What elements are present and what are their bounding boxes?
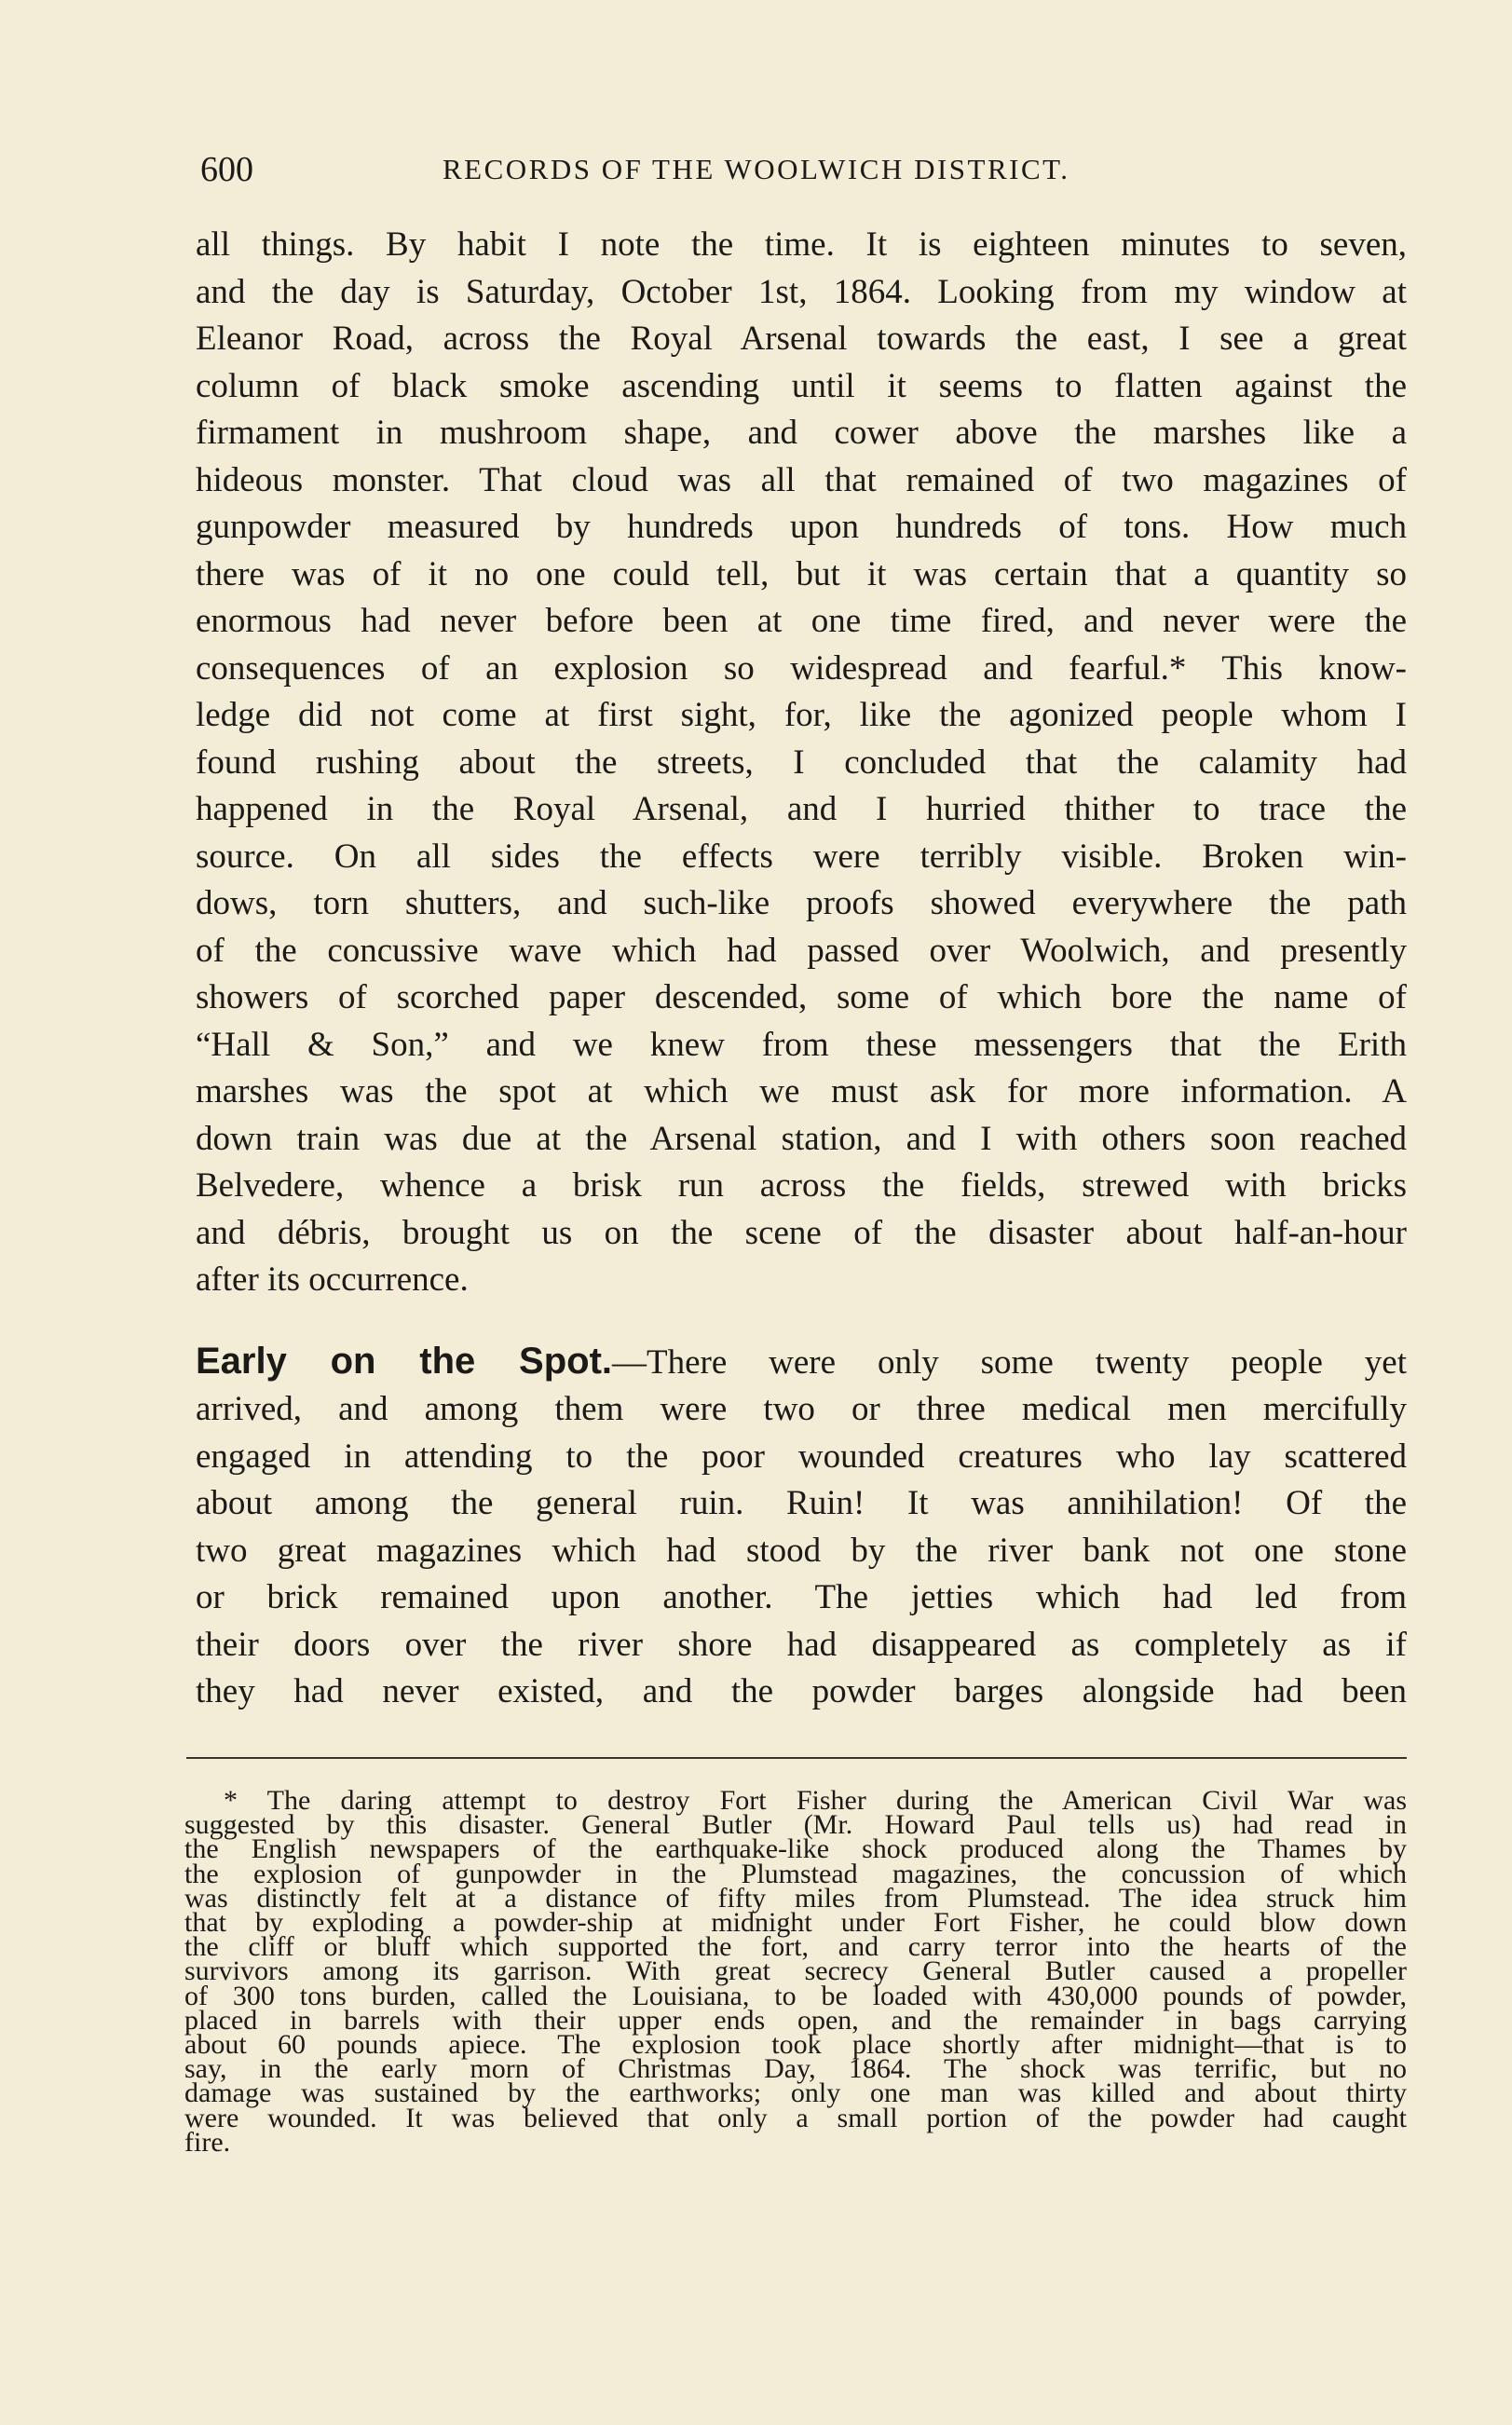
footnote-line: suggested by this disaster. General Butler (Mr. Howard Paul tells us) had read in (184, 1809, 1407, 1841)
text-line: happened in the Royal Arsenal, and I hurried thither to trace the (196, 790, 1407, 828)
footnote-line: placed in barrels with their upper ends open, and the remainder in bags carrying (184, 2004, 1407, 2036)
text-line: or brick remained upon another. The jetties which had led from (196, 1578, 1407, 1616)
footnote-line: were wounded. It was believed that only a small portion of the powder had caught (184, 2102, 1407, 2133)
page-number: 600 (200, 150, 253, 189)
footnote-line: the English newspapers of the earthquake-like shock produced along the Thames by (184, 1833, 1407, 1865)
running-head (200, 149, 1411, 198)
text-line: arrived, and among them were two or three medical men mercifully (196, 1390, 1407, 1428)
text-line: of the concussive wave which had passed over Woolwich, and presently (196, 931, 1407, 970)
footnote-line: survivors among its garrison. With great secrecy General Butler caused a propeller (184, 1955, 1407, 1987)
section-heading: Early on the Spot. (196, 1340, 612, 1382)
text-line: their doors over the river shore had disappeared as completely as if (196, 1625, 1407, 1664)
text-line: found rushing about the streets, I concluded that the calamity had (196, 742, 1407, 782)
footnote-line: about 60 pounds apiece. The explosion took place shortly after midnight—that is to (184, 2029, 1407, 2061)
paragraph-explosion (196, 222, 1407, 1304)
text-line: there was of it no one could tell, but it was certain that a quantity so (196, 554, 1407, 593)
body-text (196, 222, 1407, 1716)
footnote-rule (186, 1757, 1407, 1759)
footnote-line: say, in the early morn of Christmas Day, 1864. The shock was terrific, but no (184, 2053, 1407, 2085)
text-line: Eleanor Road, across the Royal Arsenal towards the east, I see a great (196, 320, 1407, 358)
footnote-line: of 300 tons burden, called the Louisiana, to be loaded with 430,000 pounds of powder, (184, 1980, 1407, 2011)
text-line: “Hall & Son,” and we knew from these messengers that the Erith (196, 1025, 1407, 1064)
text-line: all things. By habit I note the time. It is eighteen minutes to seven, (196, 225, 1407, 264)
text-line: after its occurrence. (196, 1260, 469, 1299)
footnote (184, 1785, 1407, 2158)
text-line: marshes was the spot at which we must ask for more information. A (196, 1072, 1407, 1110)
text-line: source. On all sides the effects were terribly visible. Broken win- (196, 837, 1407, 876)
text-line: about among the general ruin. Ruin! It was annihilation! Of the (196, 1484, 1407, 1522)
text-line: gunpowder measured by hundreds upon hundreds of tons. How much (196, 508, 1407, 546)
text-line (196, 1338, 1407, 1387)
text-line: they had never existed, and the powder barges alongside had been (196, 1672, 1407, 1710)
paragraph-early-on-the-spot (196, 1338, 1407, 1716)
text-line: and the day is Saturday, October 1st, 1864. Looking from my window at (196, 272, 1407, 311)
text-line: and débris, brought us on the scene of the disaster about half-an-hour (196, 1213, 1407, 1252)
text-line: engaged in attending to the poor wounded creatures who lay scattered (196, 1437, 1407, 1476)
running-title: RECORDS OF THE WOOLWICH DISTRICT. (443, 153, 1070, 185)
footnote-line: damage was sustained by the earthworks; only one man was killed and about thirty (184, 2078, 1407, 2109)
text-line: enormous had never before been at one time fired, and never were the (196, 602, 1407, 640)
footnote-line: * The daring attempt to destroy Fort Fisher during the American Civil War was (224, 1785, 1407, 1816)
footnote-line: fire. (184, 2126, 231, 2158)
footnote-line: was distinctly felt at a distance of fifty miles from Plumstead. The idea struck him (184, 1882, 1407, 1914)
footnote-line: the cliff or bluff which supported the fort, and carry terror into the hearts of the (184, 1931, 1407, 1963)
text-line: two great magazines which had stood by the river bank not one stone (196, 1531, 1407, 1570)
footnote-line: that by exploding a powder-ship at midnight under Fort Fisher, he could blow down (184, 1907, 1407, 1939)
text-line: down train was due at the Arsenal station, and I with others soon reached (196, 1119, 1407, 1158)
text-line: consequences of an explosion so widespread and fearful.* This know- (196, 648, 1407, 688)
text-line: Belvedere, whence a brisk run across the fields, strewed with bricks (196, 1166, 1407, 1205)
paragraph-spacer (196, 1304, 1407, 1338)
text-run: —There were only some twenty people yet (612, 1342, 1407, 1382)
text-line: firmament in mushroom shape, and cower above the marshes like a (196, 414, 1407, 452)
text-line: showers of scorched paper descended, some of which bore the name of (196, 978, 1407, 1016)
footnote-line: the explosion of gunpowder in the Plumstead magazines, the concussion of which (184, 1858, 1407, 1889)
text-line: ledge did not come at first sight, for, like the agonized people whom I (196, 696, 1407, 734)
text-line: column of black smoke ascending until it seems to flatten against the (196, 366, 1407, 405)
text-line: hideous monster. That cloud was all that remained of two magazines of (196, 460, 1407, 499)
text-line: dows, torn shutters, and such-like proofs showed everywhere the path (196, 884, 1407, 922)
